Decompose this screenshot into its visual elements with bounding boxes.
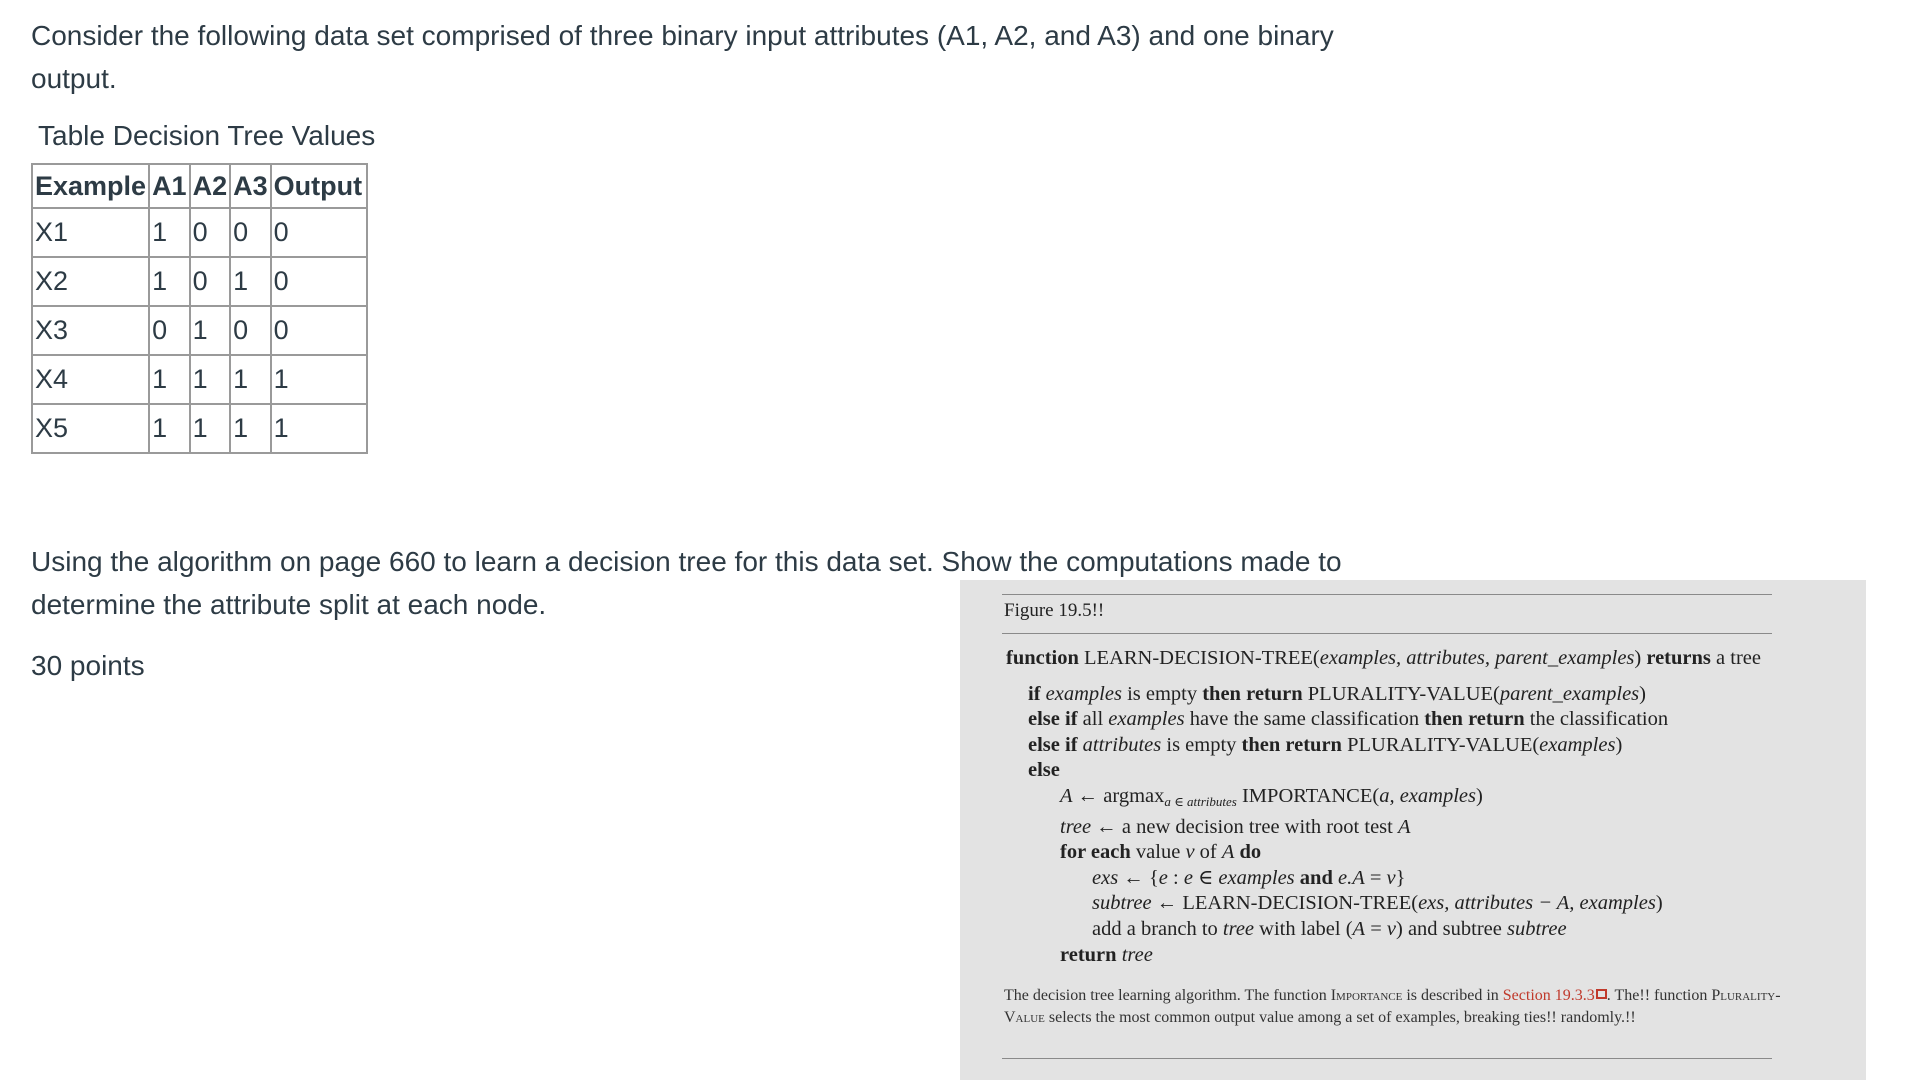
cell-a1: 1 xyxy=(149,355,190,404)
code-text: add a branch to xyxy=(1092,917,1223,940)
code-text: is empty xyxy=(1161,733,1242,756)
code-var: v xyxy=(1185,841,1195,864)
code-keyword: else if xyxy=(1028,708,1078,731)
code-text: ∈ xyxy=(1192,866,1219,889)
table-row xyxy=(32,208,367,257)
cell-a2: 0 xyxy=(190,208,231,257)
code-keyword: return xyxy=(1060,943,1117,966)
figure-bottom-rule xyxy=(1002,1058,1772,1059)
code-var: e.A xyxy=(1337,866,1365,889)
code-text: ) xyxy=(1639,682,1646,705)
code-var: examples xyxy=(1218,866,1295,889)
code-text: ) and subtree xyxy=(1396,917,1507,940)
figure-caption xyxy=(1004,985,1784,1029)
external-link-icon[interactable] xyxy=(1596,989,1607,999)
code-text: ) xyxy=(1655,892,1663,915)
header-example: Example xyxy=(32,164,149,208)
code-line xyxy=(1006,866,1846,892)
code-var: v xyxy=(1386,917,1396,940)
code-var: tree xyxy=(1222,917,1255,940)
code-keyword: if xyxy=(1028,682,1041,705)
code-args: exs, attributes − A, examples xyxy=(1418,892,1656,915)
cell-a2: 1 xyxy=(190,306,231,355)
caption-function-name: Plurality-Value xyxy=(1004,987,1781,1026)
code-line xyxy=(1006,891,1846,917)
cell-output: 0 xyxy=(271,306,367,355)
code-var: A xyxy=(1352,917,1366,940)
code-var: examples xyxy=(1108,708,1185,731)
code-line xyxy=(1006,707,1846,733)
caption-text: is described in xyxy=(1402,987,1503,1004)
figure-top-rule xyxy=(1002,594,1772,595)
cell-output: 1 xyxy=(271,404,367,453)
code-text: a tree xyxy=(1710,647,1761,669)
code-text: ) xyxy=(1475,784,1483,807)
table-row xyxy=(32,306,367,355)
code-function-name: PLURALITY-VALUE( xyxy=(1341,733,1540,756)
figure-title-rule xyxy=(1002,633,1772,634)
cell-example: X3 xyxy=(32,306,149,355)
code-keyword: then return xyxy=(1241,733,1342,756)
code-keyword: function xyxy=(1006,647,1079,669)
cell-a2: 1 xyxy=(190,404,231,453)
caption-text: . The!! function xyxy=(1606,987,1712,1004)
code-text: have the same classification xyxy=(1184,708,1425,731)
code-var: subtree xyxy=(1092,892,1152,915)
code-text: : xyxy=(1167,866,1184,889)
code-text: ) xyxy=(1615,733,1623,756)
code-function-name: ← LEARN-DECISION-TREE( xyxy=(1151,892,1419,915)
cell-example: X1 xyxy=(32,208,149,257)
cell-a3: 0 xyxy=(230,208,271,257)
code-var: attributes xyxy=(1077,733,1162,756)
cell-a1: 1 xyxy=(149,257,190,306)
code-subscript: a ∈ attributes xyxy=(1164,793,1237,809)
table-row xyxy=(32,355,367,404)
code-line xyxy=(1006,815,1846,841)
code-var: tree xyxy=(1116,943,1153,966)
code-text: ← argmax xyxy=(1072,784,1165,807)
code-line xyxy=(1006,646,1846,672)
caption-function-name: Importance xyxy=(1330,987,1403,1004)
cell-a1: 1 xyxy=(149,208,190,257)
header-a2: A2 xyxy=(190,164,231,208)
table-caption: Table Decision Tree Values xyxy=(38,120,376,151)
header-a1: A1 xyxy=(149,164,190,208)
cell-output: 0 xyxy=(271,257,367,306)
code-text: all xyxy=(1077,708,1109,731)
code-text: } xyxy=(1395,866,1406,889)
cell-a3: 0 xyxy=(230,306,271,355)
code-var: A xyxy=(1060,784,1073,807)
question-text: Using the algorithm on page 660 to learn a decision tree for this data set. Show the computations made to determine the attribute split at each node. xyxy=(31,546,1342,620)
code-keyword: then return xyxy=(1424,708,1525,731)
code-text: with label ( xyxy=(1254,917,1353,940)
cell-a1: 1 xyxy=(149,404,190,453)
code-line xyxy=(1006,758,1846,784)
cell-a2: 1 xyxy=(190,355,231,404)
code-function-name: PLURALITY-VALUE( xyxy=(1302,682,1500,705)
code-keyword: then return xyxy=(1202,682,1303,705)
code-text: = xyxy=(1364,866,1387,889)
cell-a3: 1 xyxy=(230,404,271,453)
caption-text: The decision tree learning algorithm. The function xyxy=(1004,987,1331,1004)
header-output: Output xyxy=(271,164,367,208)
cell-example: X4 xyxy=(32,355,149,404)
code-var: e xyxy=(1183,866,1193,889)
code-keyword: else if xyxy=(1028,733,1078,756)
code-text: = xyxy=(1365,917,1387,940)
table-header-row xyxy=(32,164,367,208)
code-var: A xyxy=(1397,815,1411,838)
code-text: the classification xyxy=(1524,708,1669,731)
code-text: ← a new decision tree with root test xyxy=(1091,815,1398,838)
cell-a3: 1 xyxy=(230,257,271,306)
code-function-name: IMPORTANCE( xyxy=(1236,784,1380,807)
code-line xyxy=(1006,784,1846,815)
table-row xyxy=(32,404,367,453)
code-keyword: returns xyxy=(1641,647,1711,669)
code-args: examples xyxy=(1539,733,1616,756)
code-args: examples, attributes, parent_examples xyxy=(1319,647,1635,669)
code-args: a, examples xyxy=(1379,784,1476,807)
header-a3: A3 xyxy=(230,164,271,208)
code-text: of xyxy=(1194,841,1222,864)
cell-example: X2 xyxy=(32,257,149,306)
code-var: examples xyxy=(1040,682,1122,705)
code-var: subtree xyxy=(1507,917,1567,940)
cell-output: 0 xyxy=(271,208,367,257)
code-var: tree xyxy=(1060,815,1092,838)
cell-a3: 1 xyxy=(230,355,271,404)
code-line xyxy=(1006,943,1846,969)
points-label: 30 points xyxy=(31,650,145,681)
cell-a1: 0 xyxy=(149,306,190,355)
cell-a2: 0 xyxy=(190,257,231,306)
caption-text: selects the most common output value among a set of examples, breaking ties!! randomly.!! xyxy=(1044,1009,1636,1026)
code-keyword: do xyxy=(1234,841,1262,864)
table-row xyxy=(32,257,367,306)
intro-text: Consider the following data set comprised of three binary input attributes (A1, A2, and A3) and one binary output. xyxy=(31,20,1334,94)
code-var: e xyxy=(1158,866,1168,889)
code-keyword: for each xyxy=(1060,841,1131,864)
section-link[interactable]: Section 19.3.3 xyxy=(1502,987,1595,1004)
code-var: v xyxy=(1386,866,1396,889)
code-var: exs xyxy=(1092,866,1119,889)
code-line xyxy=(1006,917,1846,943)
code-args: parent_examples xyxy=(1499,682,1640,705)
code-text: value xyxy=(1130,841,1186,864)
code-text: ) xyxy=(1634,647,1642,669)
cell-example: X5 xyxy=(32,404,149,453)
algorithm-figure xyxy=(960,580,1866,1080)
decision-tree-table xyxy=(31,163,368,454)
pseudocode-block xyxy=(1006,646,1846,968)
code-line xyxy=(1006,840,1846,866)
code-line xyxy=(1006,733,1846,759)
code-keyword: and xyxy=(1294,866,1338,889)
cell-output: 1 xyxy=(271,355,367,404)
code-keyword: else xyxy=(1028,759,1060,782)
figure-title: Figure 19.5!! xyxy=(1004,600,1105,621)
code-line xyxy=(1006,682,1846,708)
code-function-name: LEARN-DECISION-TREE( xyxy=(1078,647,1320,669)
code-text: is empty xyxy=(1121,682,1203,705)
code-text: ← { xyxy=(1118,866,1159,889)
code-var: A xyxy=(1221,841,1235,864)
